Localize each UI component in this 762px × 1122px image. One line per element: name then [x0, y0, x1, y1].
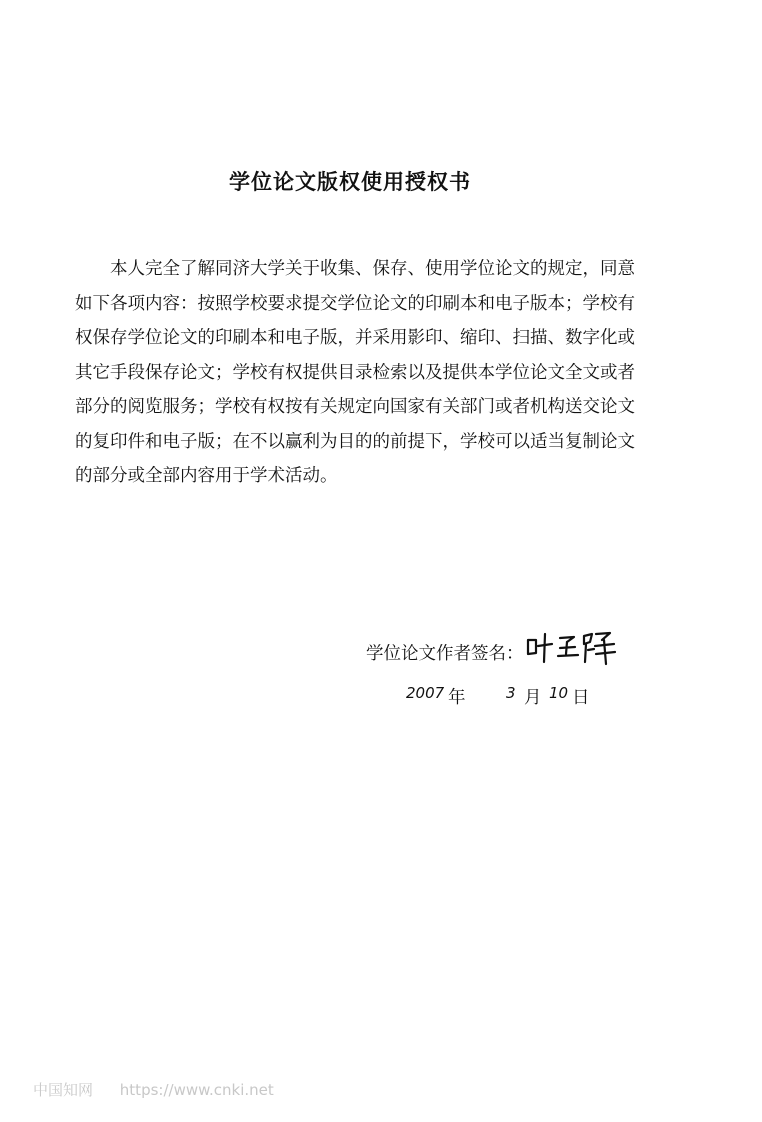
date-month-unit: 月 — [524, 688, 542, 708]
document-title: 学位论文版权使用授权书 — [229, 170, 471, 194]
date-day-unit: 日 — [572, 688, 590, 708]
watermark-url: https://www.cnki.net — [119, 1081, 274, 1099]
handwritten-signature — [522, 628, 622, 668]
watermark-source: 中国知网 — [33, 1081, 94, 1099]
cnki-watermark — [33, 1079, 274, 1100]
authorization-statement: 本人完全了解同济大学关于收集、保存、使用学位论文的规定，同意如下各项内容：按照学校要求提交学位论文的印刷本和电子版本；学校有权保存学位论文的印刷本和电子版，并采用影印、缩印、扫描、数字化或其它手段保存论文；学校有权提供目录检索以及提供本学位论文全文或者部分的阅览服务；学校有权按有关规定向国家有关部门或者机构送交论文的复印件和电子版；在不以赢利为目的的前提下，学校可以适当复制论文的部分或全部内容用于学术活动。 — [75, 259, 635, 486]
date-day: 10 — [549, 684, 569, 702]
signature-label: 学位论文作者签名： — [366, 644, 524, 664]
signature-block — [366, 636, 666, 716]
signature-date — [406, 684, 666, 708]
date-year-unit: 年 — [448, 688, 466, 708]
date-year: 2007 — [406, 684, 445, 702]
date-month: 3 — [506, 684, 516, 702]
